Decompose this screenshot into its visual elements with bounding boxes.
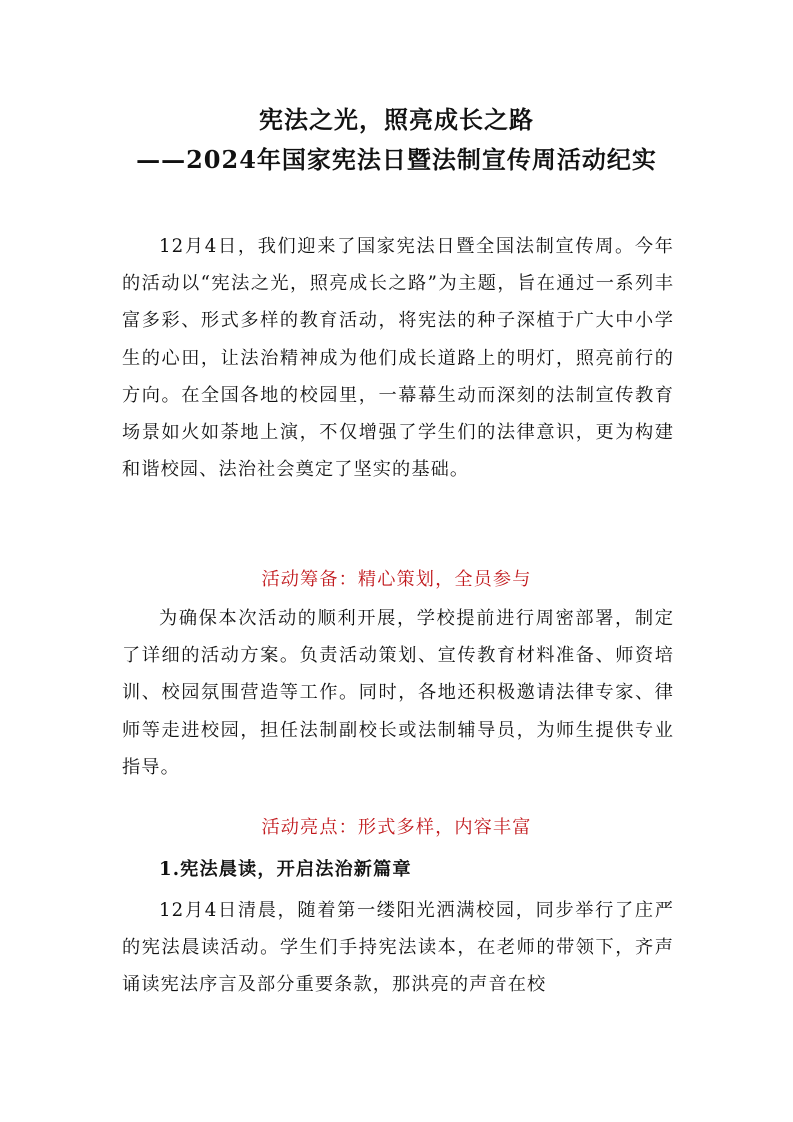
intro-section <box>122 228 674 488</box>
intro-paragraph: 12月4日，我们迎来了国家宪法日暨全国法制宣传周。今年的活动以“宪法之光，照亮成长之路”为主题，旨在通过一系列丰富多彩、形式多样的教育活动，将宪法的种子深植于广大中小学生的心田，让法治精神成为他们成长道路上的明灯，照亮前行的方向。在全国各地的校园里，一幕幕生动而深刻的法制宣传教育场景如火如荼地上演，不仅增强了学生们的法律意识，更为构建和谐校园、法治社会奠定了坚实的基础。 <box>122 236 674 481</box>
section1-body <box>122 600 674 786</box>
section1-heading: 活动筹备：精心策划，全员参与 <box>261 569 532 590</box>
section2-item1-heading: 1.宪法晨读，开启法治新篇章 <box>159 859 412 880</box>
section2-item1-paragraph: 12月4日清晨，随着第一缕阳光洒满校园，同步举行了庄严的宪法晨读活动。学生们手持宪法读本，在老师的带领下，齐声诵读宪法序言及部分重要条款，那洪亮的声音在校 <box>122 900 674 996</box>
document-subtitle: ——2024年国家宪法日暨法制宣传周活动纪实 <box>136 145 657 174</box>
section1-paragraph: 为确保本次活动的顺利开展，学校提前进行周密部署，制定了详细的活动方案。负责活动策划、宣传教育材料准备、师资培训、校园氛围营造等工作。同时，各地还积极邀请法律专家、律师等走进校园，担任法制副校长或法制辅导员，为师生提供专业指导。 <box>122 608 674 778</box>
document-title: 宪法之光，照亮成长之路 <box>259 105 534 134</box>
section2-heading: 活动亮点：形式多样，内容丰富 <box>261 817 532 838</box>
section2-item1-body <box>122 892 674 1004</box>
